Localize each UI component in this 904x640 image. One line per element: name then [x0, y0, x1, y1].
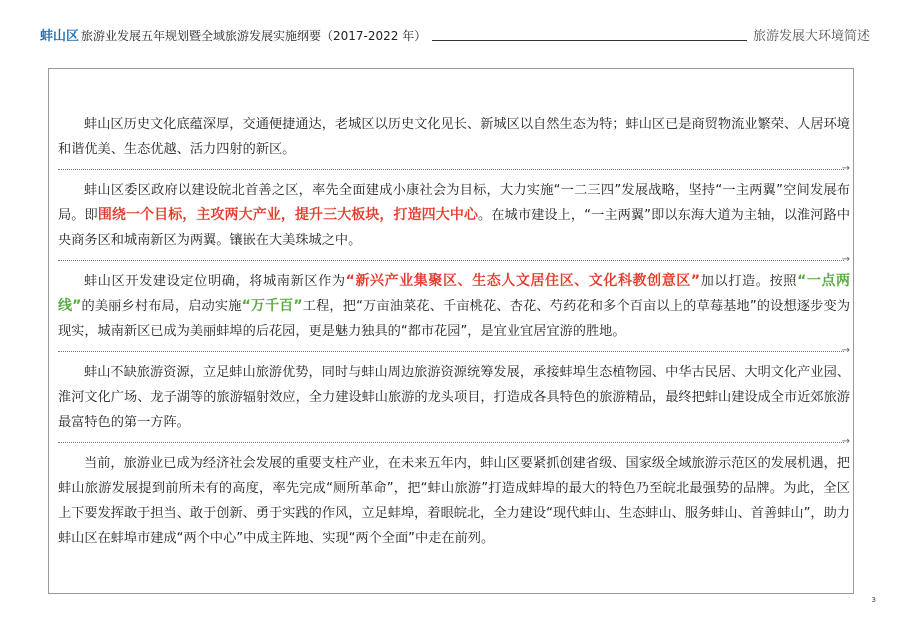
paragraph-3-text-c: 的美丽乡村布局，启动实施	[81, 299, 242, 314]
paragraph-2-highlight: 围绕一个目标，主攻两大产业，提升三大板块，打造四大中心	[97, 207, 479, 223]
paragraph-3-highlight-red: “新兴产业集聚区、生态人文居住区、文化科教创意区”	[345, 273, 701, 289]
paragraph-2	[58, 178, 850, 253]
separator	[58, 253, 850, 269]
separator	[58, 435, 850, 451]
paragraph-3-text-a: 蚌山区开发建设定位明确，将城南新区作为	[84, 274, 346, 289]
paragraph-3	[58, 269, 850, 344]
arrow-icon: →	[841, 163, 850, 174]
brand-name: 蚌山区	[40, 29, 80, 44]
page-number: 3	[871, 596, 876, 604]
paragraph-3-text-d: 工程，把“万亩油菜花、千亩桃花、杏花、芍药花和多个百亩以上的草莓基地”的设想逐步变为现实，城南新区已成为美丽蚌埠的后花园，更是魅力独具的“都市花园”，是宜业宜居宜游的胜地。	[58, 299, 851, 339]
arrow-icon: →	[841, 254, 850, 265]
paragraph-5: 当前，旅游业已成为经济社会发展的重要支柱产业，在未来五年内，蚌山区要紧抓创建省级、国家级全域旅游示范区的发展机遇，把蚌山旅游发展提到前所未有的高度，率先完成“厕所革命”，把“蚌山旅游”打造成蚌埠的最大的特色乃至皖北最强势的品牌。为此，全区上下要发挥敢于担当、敢于创新、勇于实践的作风，立足蚌埠，着眼皖北，全力建设“现代蚌山、生态蚌山、服务蚌山、首善蚌山”，助力蚌山区在蚌埠市建成“两个中心”中成主阵地、实现“两个全面”中走在前列。	[58, 456, 850, 546]
paragraph-2-text-b: 。在城市建设上，“一主两翼”即以东海大道为主轴，以淮河路中央商务区和城南新区为两翼。镶嵌在大美珠城之中。	[58, 208, 851, 248]
arrow-icon: →	[841, 436, 850, 447]
header-rule	[432, 39, 747, 41]
paragraph-2-text-a: 蚌山区委区政府以建设皖北首善之区，率先全面建成小康社会为目标，大力实施“一二三四”发展战略，坚持“一主两翼”空间发展布局。即	[58, 183, 850, 223]
section-title: 旅游发展大环境简述	[752, 29, 870, 44]
page-header	[40, 22, 870, 44]
separator	[58, 344, 850, 360]
paragraph-3-text-b: 加以打造。按照	[700, 274, 798, 289]
content-body	[58, 112, 850, 551]
arrow-icon: →	[841, 345, 850, 356]
paragraph-1: 蚌山区历史文化底蕴深厚，交通便捷通达，老城区以历史文化见长、新城区以自然生态为特；蚌山区已是商贸物流业繁荣、人居环境和谐优美、生态优越、活力四射的新区。	[58, 117, 850, 157]
paragraph-4: 蚌山不缺旅游资源，立足蚌山旅游优势，同时与蚌山周边旅游资源统筹发展，承接蚌埠生态植物园、中华古民居、大明文化产业园、淮河文化广场、龙子湖等的旅游辐射效应，全力建设蚌山旅游的龙头项目，打造成各具特色的旅游精品，最终把蚌山建设成全市近郊旅游最富特色的第一方阵。	[58, 365, 850, 430]
paragraph-3-highlight-green-1: “一点两线”	[58, 273, 851, 314]
separator	[58, 162, 850, 178]
document-title: 旅游业发展五年规划暨全域旅游发展实施纲要（2017-2022 年）	[81, 29, 427, 43]
paragraph-3-highlight-green-2: “万千百”	[241, 298, 303, 314]
